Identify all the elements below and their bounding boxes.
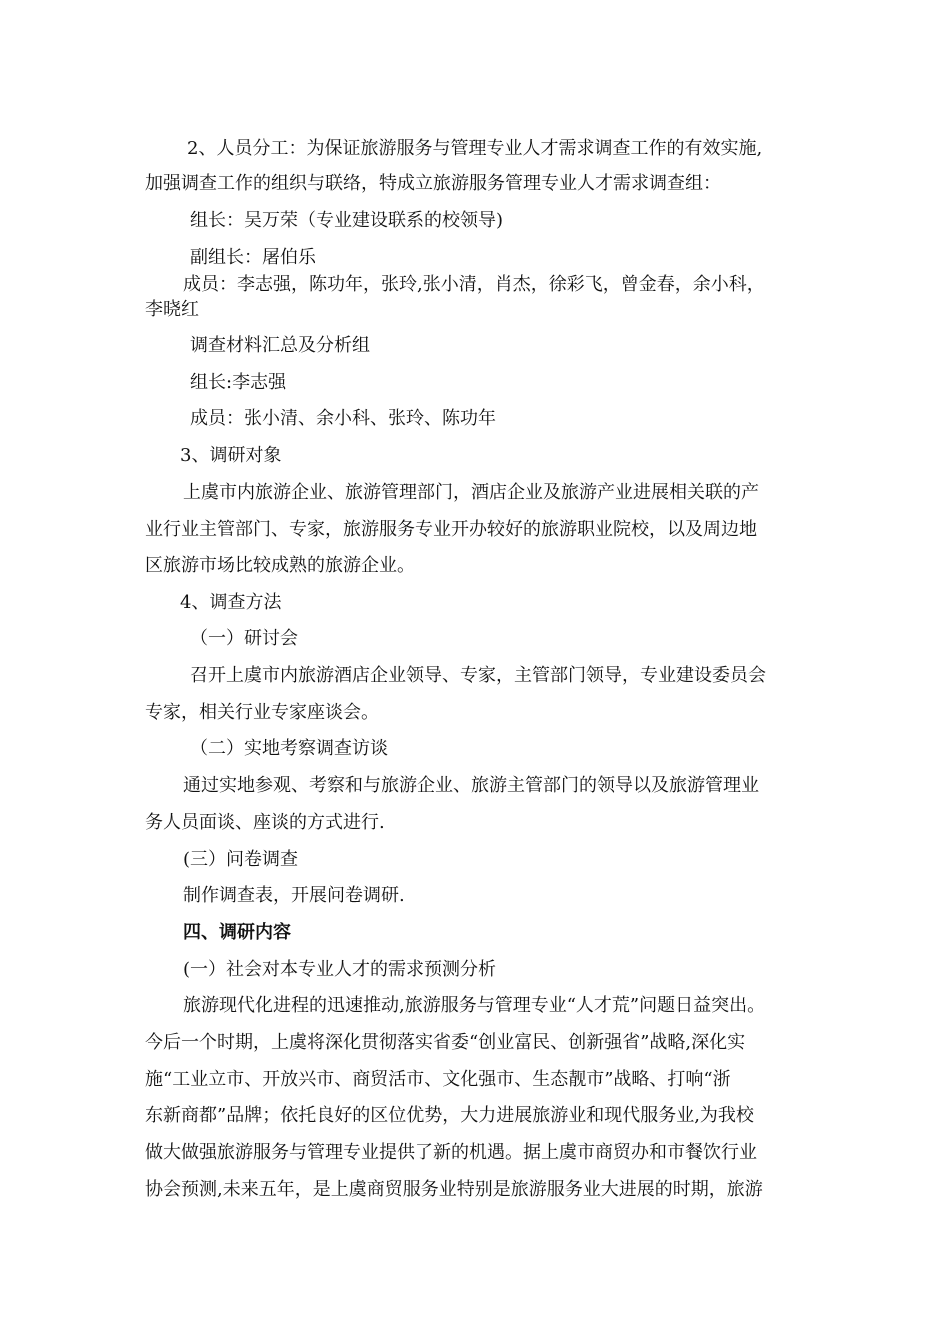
- paragraph-line: 上虞市内旅游企业、旅游管理部门，酒店企业及旅游产业进展相关联的产: [183, 482, 759, 503]
- paragraph-line: 区旅游市场比较成熟的旅游企业。: [145, 555, 415, 576]
- members-line: 成员：李志强，陈功年，张玲,张小清，肖杰，徐彩飞，曾金春，余小科，: [183, 274, 765, 295]
- paragraph-line: 协会预测,未来五年，是上虞商贸服务业特别是旅游服务业大进展的时期，旅游: [145, 1179, 763, 1200]
- paragraph-line: 施“工业立市、开放兴市、商贸活市、文化强市、生态靓市”战略、打响“浙: [145, 1069, 731, 1090]
- paragraph-line: 专家，相关行业专家座谈会。: [145, 702, 379, 723]
- section-heading-survey-methods: 4、调查方法: [180, 592, 282, 613]
- paragraph-line: 制作调查表，开展问卷调研.: [183, 885, 405, 906]
- paragraph-line: 通过实地参观、考察和与旅游企业、旅游主管部门的领导以及旅游管理业: [183, 775, 759, 796]
- analysis-group-members: 成员：张小清、余小科、张玲、陈功年: [190, 408, 496, 429]
- subheading-field-visit: （二）实地考察调查访谈: [190, 738, 388, 759]
- team-leader-line: 组长：吴万荣（专业建设联系的校领导): [190, 210, 504, 231]
- paragraph-line: 东新商都”品牌；依托良好的区位优势，大力进展旅游业和现代服务业,为我校: [145, 1105, 754, 1126]
- section-heading-staffing: 2、人员分工：为保证旅游服务与管理专业人才需求调查工作的有效实施,: [187, 138, 763, 159]
- subheading-seminar: （一）研讨会: [190, 628, 298, 649]
- paragraph-line: 旅游现代化进程的迅速推动,旅游服务与管理专业“人才荒”问题日益突出。: [183, 995, 766, 1016]
- subheading-demand-forecast: (一）社会对本专业人才的需求预测分析: [183, 959, 497, 980]
- section-heading-research-target: 3、调研对象: [180, 445, 282, 466]
- subheading-questionnaire: (三）问卷调查: [183, 849, 299, 870]
- paragraph-line: 加强调查工作的组织与联络，特成立旅游服务管理专业人才需求调查组：: [145, 173, 721, 194]
- members-line-continued: 李晓红: [145, 299, 199, 320]
- deputy-leader-line: 副组长：屠伯乐: [190, 247, 316, 268]
- paragraph-line: 今后一个时期，上虞将深化贯彻落实省委“创业富民、创新强省”战略,深化实: [145, 1032, 746, 1053]
- section-heading-research-content: 四、调研内容: [183, 922, 291, 943]
- analysis-group-heading: 调查材料汇总及分析组: [190, 335, 370, 356]
- paragraph-line: 务人员面谈、座谈的方式进行.: [145, 812, 385, 833]
- analysis-group-leader: 组长:李志强: [190, 372, 287, 393]
- paragraph-line: 做大做强旅游服务与管理专业提供了新的机遇。据上虞市商贸办和市餐饮行业: [145, 1142, 757, 1163]
- paragraph-line: 业行业主管部门、专家，旅游服务专业开办较好的旅游职业院校，以及周边地: [145, 519, 757, 540]
- paragraph-line: 召开上虞市内旅游酒店企业领导、专家，主管部门领导，专业建设委员会: [190, 665, 766, 686]
